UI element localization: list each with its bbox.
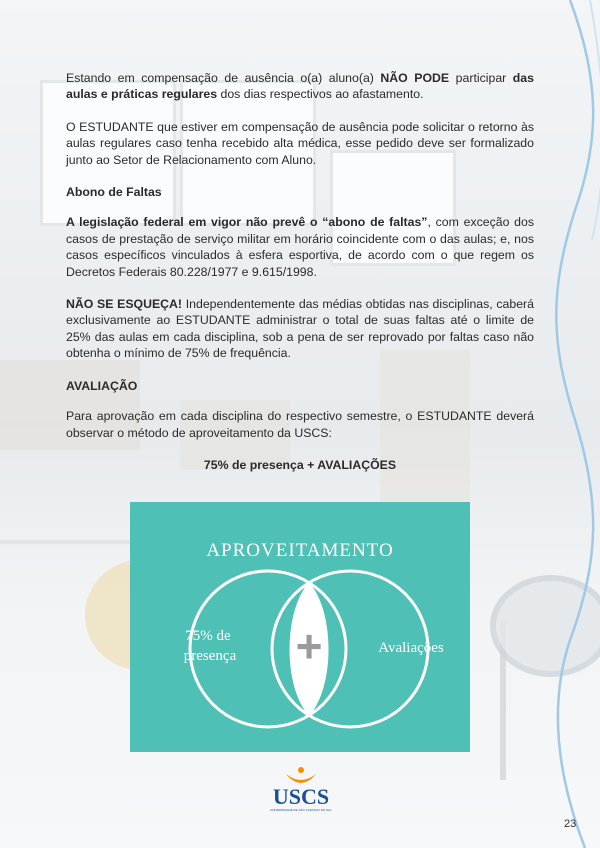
uscs-logo: [266, 764, 336, 814]
paragraph-retorno: O ESTUDANTE que estiver em compensação de ausência pode solicitar o retorno às aulas regulares caso tenha recebido alta médica, esse pedido deve ser formalizado junto ao Setor de Relacionamento com Aluno.: [66, 119, 534, 167]
page-body: [66, 70, 534, 489]
heading-abono-de-faltas: Abono de Faltas: [66, 185, 162, 200]
logo-text: USCS: [272, 784, 330, 809]
paragraph-aprovacao: Para aprovação em cada disciplina do respectivo semestre, o ESTUDANTE deverá observar o método de aproveitamento da USCS:: [66, 409, 534, 440]
heading-avaliacao: AVALIAÇÃO: [66, 378, 138, 393]
plus-symbol: +: [295, 620, 323, 672]
page-number: 23: [564, 818, 577, 830]
logo-subtitle: UNIVERSIDADE DE SÃO CAETANO DO SUL: [270, 808, 332, 812]
logo-emblem-icon: [286, 774, 316, 783]
formula-line: 75% de presença + AVALIAÇÕES: [203, 457, 397, 472]
paragraph-legislacao: A legislação federal em vigor não prevê o “abono de faltas”, com exceção dos casos de prestação de serviço militar em horário coincidente com o das aulas; e, nos casos específicos vinculados à esfera esportiva, de acordo com o que regem os Decretos Federais 80.228/1977 e 9.615/1998.: [66, 215, 534, 279]
diagram-title: APROVEITAMENTO: [206, 540, 394, 561]
label-presenca-line1: 75% de: [185, 628, 231, 644]
aproveitamento-diagram: [130, 502, 470, 752]
label-presenca-line2: presença: [183, 648, 237, 664]
label-avaliacoes: Avaliações: [378, 640, 444, 656]
paragraph-compensacao: Estando em compensação de ausência o(a) aluno(a) NÃO PODE participar das aulas e práticas regulares dos dias respectivos ao afastamento.: [66, 71, 534, 102]
decorative-wave: [530, 0, 600, 848]
paragraph-nao-se-esqueca: NÃO SE ESQUEÇA! Independentemente das médias obtidas nas disciplinas, caberá exclusivamente ao ESTUDANTE administrar o total de suas faltas até o limite de 25% das aulas em cada disciplina, sob a pena de ser reprovado por faltas caso não obtenha o mínimo de 75% de frequência.: [66, 297, 534, 361]
